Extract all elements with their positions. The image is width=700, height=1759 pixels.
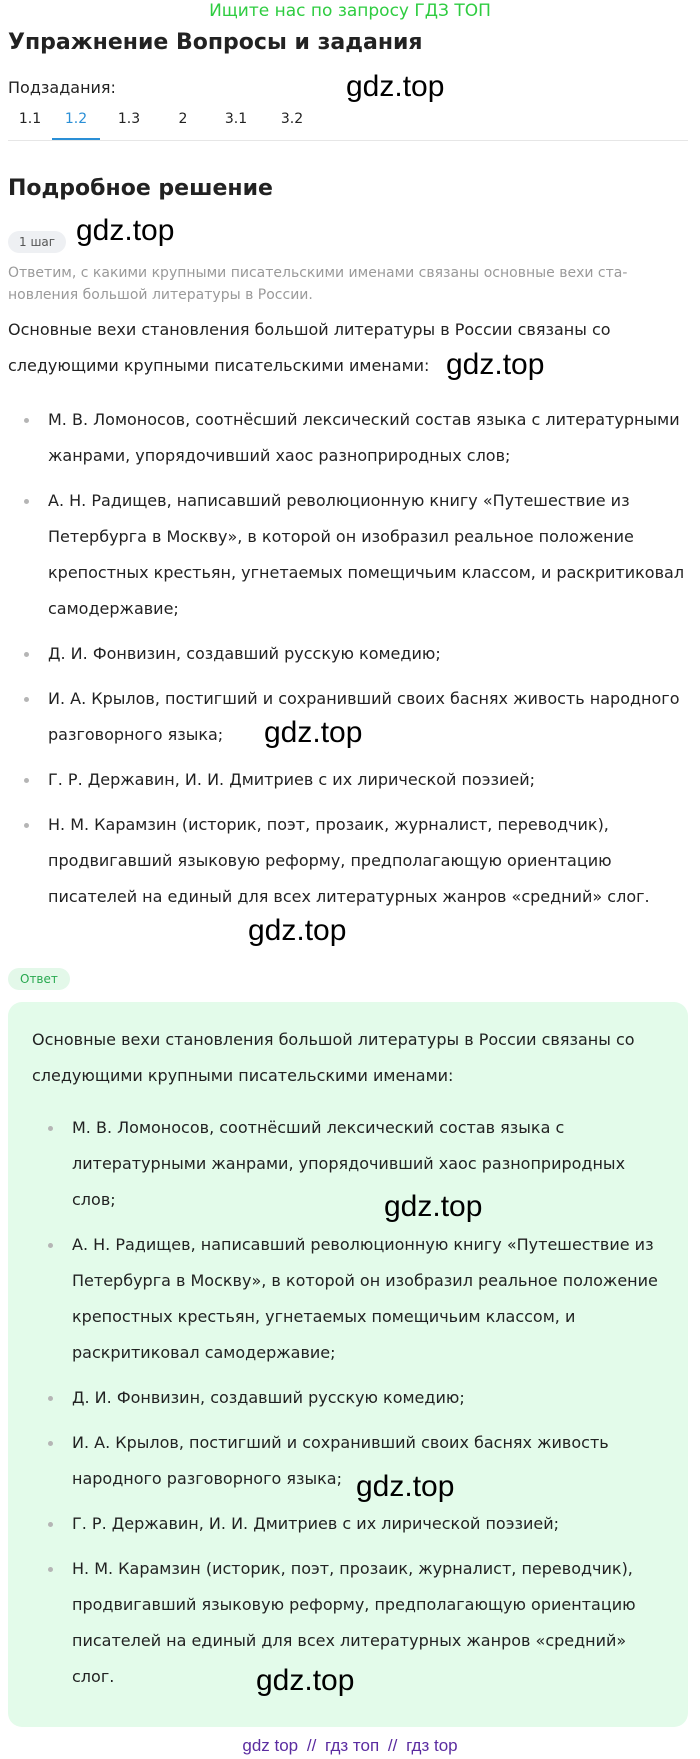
answer-badge: Ответ [8, 968, 70, 990]
tab-1-3[interactable]: 1.3 [117, 111, 141, 127]
list-item: Н. М. Карамзин (историк, поэт, прозаик, журналист, переводчик), продвигавший языковую реформу, предполагающую ориентацию писателей на единый для всех литературных жанров «средний» слог. [8, 807, 688, 915]
watermark: gdz.top [346, 70, 445, 103]
list-item: Д. И. Фонвизин, создавший русскую комедию; [32, 1380, 672, 1416]
subtask-tabs [8, 106, 688, 141]
list-item: М. В. Ломоносов, соотнёсший лексический состав языка с литературными жанрами, упорядочивший хаос разноприродных слов; [32, 1110, 672, 1218]
tab-2[interactable]: 2 [178, 111, 188, 127]
footer-separator: // [387, 1736, 398, 1755]
top-banner: Ищите нас по запросу ГДЗ ТОП [209, 1, 491, 21]
answer-list [32, 1110, 672, 1704]
answer-box [8, 1002, 688, 1727]
solution-list [8, 402, 688, 924]
tab-3-2[interactable]: 3.2 [280, 111, 304, 127]
watermark: gdz.top [384, 1190, 483, 1223]
list-item: Д. И. Фонвизин, создавший русскую комедию; [8, 636, 688, 672]
answer-intro: Основные вехи становления большой литературы в России связаны со следующими крупными писательскими именами: [32, 1030, 635, 1085]
watermark: gdz.top [76, 214, 175, 247]
solution-intro: Основные вехи становления большой литературы в России связаны со следующими крупными писательскими именами: [8, 320, 611, 375]
list-item: Г. Р. Державин, И. И. Дмитриев с их лирической поэзией; [32, 1506, 672, 1542]
watermark: gdz.top [248, 914, 347, 947]
footer-links [0, 1736, 700, 1756]
list-item: А. Н. Радищев, написавший революционную книгу «Путешествие из Петербурга в Москву», в которой он изобразил реальное положение крепостных крестьян, угнетаемых помещичьим классом, и раскритиковал самодержавие; [8, 483, 688, 627]
page-title: Упражнение Вопросы и задания [8, 30, 423, 55]
list-item: Г. Р. Державин, И. И. Дмитриев с их лирической поэзией; [8, 762, 688, 798]
list-item: М. В. Ломоносов, соотнёсший лексический состав языка с литературными жанрами, упорядочивший хаос разноприродных слов; [8, 402, 688, 474]
watermark: gdz.top [446, 348, 545, 381]
watermark: gdz.top [256, 1664, 355, 1697]
watermark: gdz.top [264, 716, 363, 749]
footer-separator: // [306, 1736, 317, 1755]
list-item: И. А. Крылов, постигший и сохранивший своих баснях живость народного разговорного языка; [8, 681, 688, 753]
footer-link[interactable]: гдз top [406, 1736, 458, 1755]
tab-1-1[interactable]: 1.1 [18, 111, 42, 127]
tab-3-1[interactable]: 3.1 [224, 111, 248, 127]
tab-1-2[interactable]: 1.2 [52, 106, 100, 140]
list-item: Н. М. Карамзин (историк, поэт, прозаик, журналист, переводчик), продвигавший языковую реформу, предполагающую ориентацию писателей на единый для всех литературных жанров «средний» слог. [32, 1551, 672, 1695]
step-badge: 1 шаг [8, 231, 66, 253]
list-item: И. А. Крылов, постигший и сохранивший своих баснях живость народного разговорного языка; [32, 1425, 672, 1497]
footer-link[interactable]: gdz top [242, 1736, 299, 1755]
subtasks-label: Подзадания: [8, 78, 116, 97]
section-title: Подробное решение [8, 176, 273, 201]
step-hint: Ответим, с какими крупными писательскими именами связаны основные вехи становления большой литературы в России. [8, 265, 628, 303]
watermark: gdz.top [356, 1470, 455, 1503]
footer-link[interactable]: гдз топ [325, 1736, 380, 1755]
list-item: А. Н. Радищев, написавший революционную книгу «Путешествие из Петербурга в Москву», в которой он изобразил реальное положение крепостных крестьян, угнетаемых помещичьим классом, и раскритиковал самодержавие; [32, 1227, 672, 1371]
